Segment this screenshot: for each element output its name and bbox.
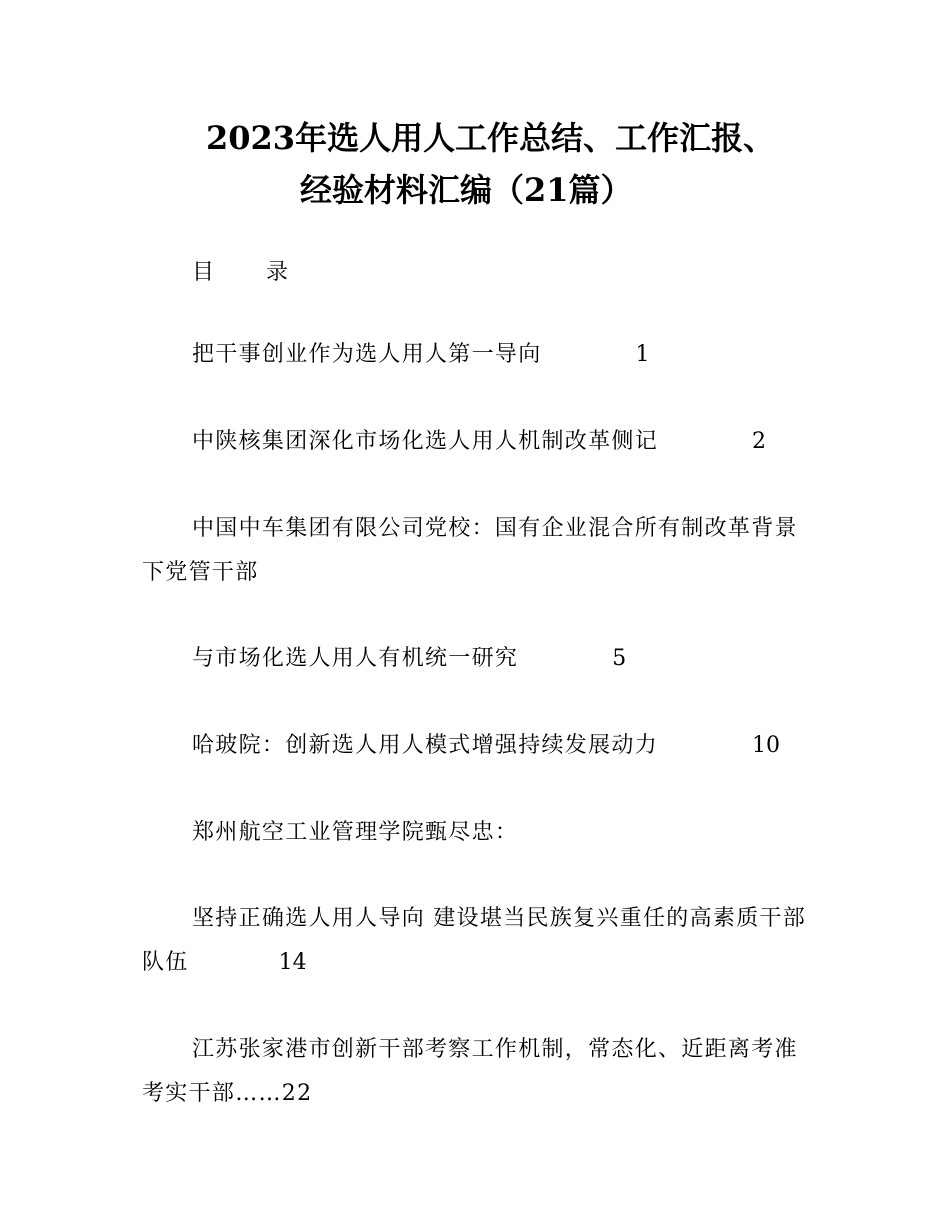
toc-entry [142,507,814,595]
toc-entry [142,420,814,464]
toc-entry-page: 2 [752,429,767,454]
toc-entry-title: 坚持正确选人用人导向 建设堪当民族复兴重任的高素质干部队伍 [142,906,807,975]
toc-entry-title: 哈玻院：创新选人用人模式增强持续发展动力 [192,733,659,758]
toc-heading-left: 目 [192,260,215,285]
toc-entry [142,1028,814,1116]
toc-entry [142,724,814,768]
toc-entry-title: 把干事创业作为选人用人第一导向 [192,342,542,367]
document-title [0,112,950,216]
toc-entry-page: 5 [612,646,627,671]
toc-entry-title: 郑州航空工业管理学院甄尽忠： [192,820,519,845]
toc-entry [142,637,814,681]
title-line-1: 2023年选人用人工作总结、工作汇报、 [206,119,776,157]
toc-entry-title: 中陕核集团深化市场化选人用人机制改革侧记 [192,429,659,454]
toc-entry-title: 与市场化选人用人有机统一研究 [192,646,519,671]
toc-entry [142,811,814,855]
toc-entry-page: 1 [635,342,650,367]
toc-entry-page: 10 [752,733,781,758]
toc-entry-title: 江苏张家港市创新干部考察工作机制，常态化、近距离考准考实干部……22 [142,1037,798,1106]
toc-entry-title: 中国中车集团有限公司党校：国有企业混合所有制改革背景下党管干部 [142,516,798,585]
toc-entry [142,333,814,377]
toc-heading [192,255,288,286]
toc-entry [142,897,814,985]
toc-entry-page: 14 [278,950,307,975]
title-line-2: 经验材料汇编（21篇） [300,171,633,209]
toc-heading-right: 录 [266,260,289,285]
